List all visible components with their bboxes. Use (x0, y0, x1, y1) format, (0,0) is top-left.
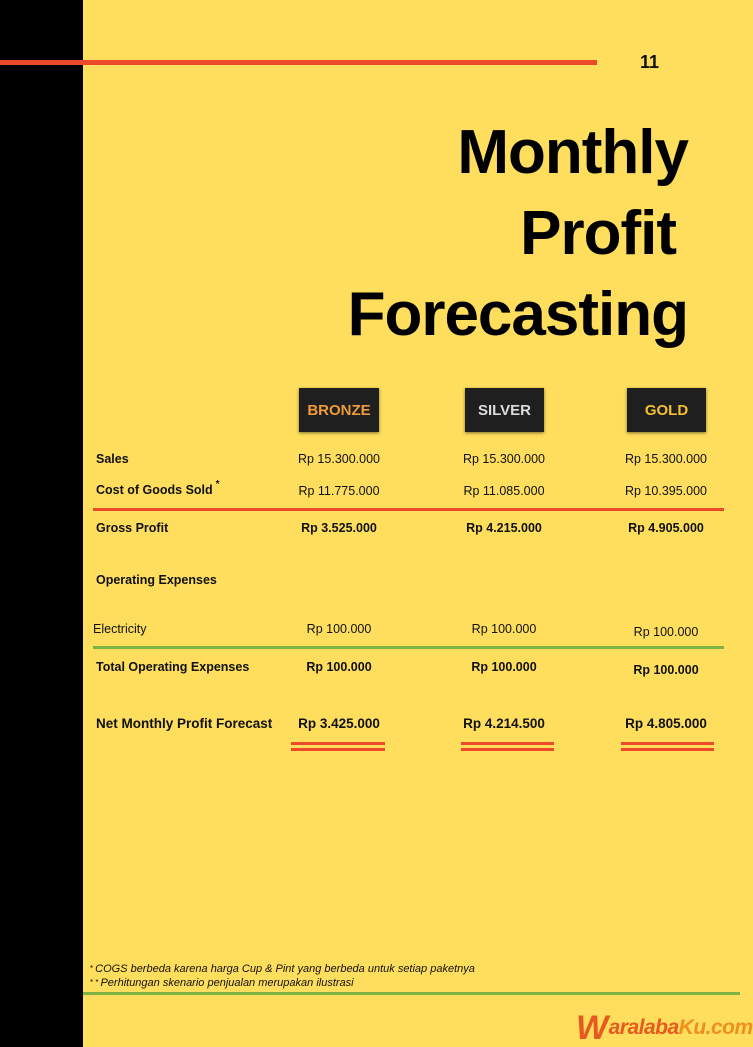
tier-gold-badge: GOLD (627, 388, 706, 432)
page-number: 11 (640, 52, 660, 72)
cogs-gold: Rp 10.395.000 (624, 484, 707, 498)
tier-silver-badge: SILVER (465, 388, 544, 432)
electricity-label: Electricity (93, 622, 147, 636)
net-silver-underline-1 (461, 742, 554, 745)
net-profit-silver: Rp 4.214.500 (463, 716, 545, 731)
net-profit-label: Net Monthly Profit Forecast (96, 716, 273, 731)
sales-gold: Rp 15.300.000 (624, 452, 707, 466)
sales-label: Sales (96, 452, 129, 466)
logo-main: aralaba (608, 1016, 679, 1039)
operating-expenses-heading: Operating Expenses (96, 573, 217, 587)
cogs-bronze: Rp 11.775.000 (298, 484, 380, 498)
cogs-label-text: Cost of Goods Sold (96, 483, 213, 497)
net-bronze-underline-1 (291, 742, 385, 745)
bottom-divider (83, 992, 740, 995)
logo-initial: W (576, 1009, 608, 1047)
footnotes (90, 962, 475, 990)
title-line-1: Monthly (457, 118, 688, 187)
title-line-3: Forecasting (347, 280, 688, 349)
gross-profit-silver: Rp 4.215.000 (466, 521, 542, 535)
footnote-1 (90, 962, 475, 976)
sales-bronze: Rp 15.300.000 (297, 452, 380, 466)
cogs-silver: Rp 11.085.000 (463, 484, 545, 498)
gross-profit-bronze: Rp 3.525.000 (301, 521, 377, 535)
electricity-silver: Rp 100.000 (471, 622, 537, 636)
footnote-1-text: COGS berbeda karena harga Cup & Pint yang berbeda untuk setiap paketnya (95, 963, 475, 975)
footnote-2-text: Perhitungan skenario penjualan merupakan ilustrasi (100, 977, 354, 989)
gross-profit-gold: Rp 4.905.000 (628, 521, 704, 535)
page-title (168, 112, 688, 355)
net-bronze-underline-2 (291, 748, 385, 751)
cogs-label (96, 479, 220, 497)
top-divider (0, 60, 597, 65)
footnote-2 (90, 976, 475, 990)
sales-silver: Rp 15.300.000 (462, 452, 545, 466)
cogs-footnote-mark: * (215, 479, 220, 490)
opex-divider (93, 646, 724, 649)
left-sidebar-bar (0, 0, 83, 1047)
electricity-bronze: Rp 100.000 (306, 622, 372, 636)
net-profit-gold: Rp 4.805.000 (625, 716, 707, 731)
title-line-2: Profit (520, 199, 676, 268)
electricity-gold: Rp 100.000 (633, 625, 699, 639)
logo-tail: Ku.com (678, 1016, 753, 1039)
total-opex-gold: Rp 100.000 (633, 663, 699, 677)
tier-bronze-badge: BRONZE (299, 388, 379, 432)
total-opex-label: Total Operating Expenses (96, 660, 250, 674)
total-opex-bronze: Rp 100.000 (306, 660, 372, 674)
gross-profit-label: Gross Profit (96, 521, 169, 535)
waralabaku-logo (576, 1004, 753, 1047)
footnote-1-mark: * (90, 964, 94, 973)
net-gold-underline-2 (621, 748, 714, 751)
footnote-2-mark: * * (90, 978, 99, 987)
net-profit-bronze: Rp 3.425.000 (298, 716, 380, 731)
total-opex-silver: Rp 100.000 (471, 660, 537, 674)
net-gold-underline-1 (621, 742, 714, 745)
net-silver-underline-2 (461, 748, 554, 751)
gross-profit-divider (93, 508, 724, 511)
